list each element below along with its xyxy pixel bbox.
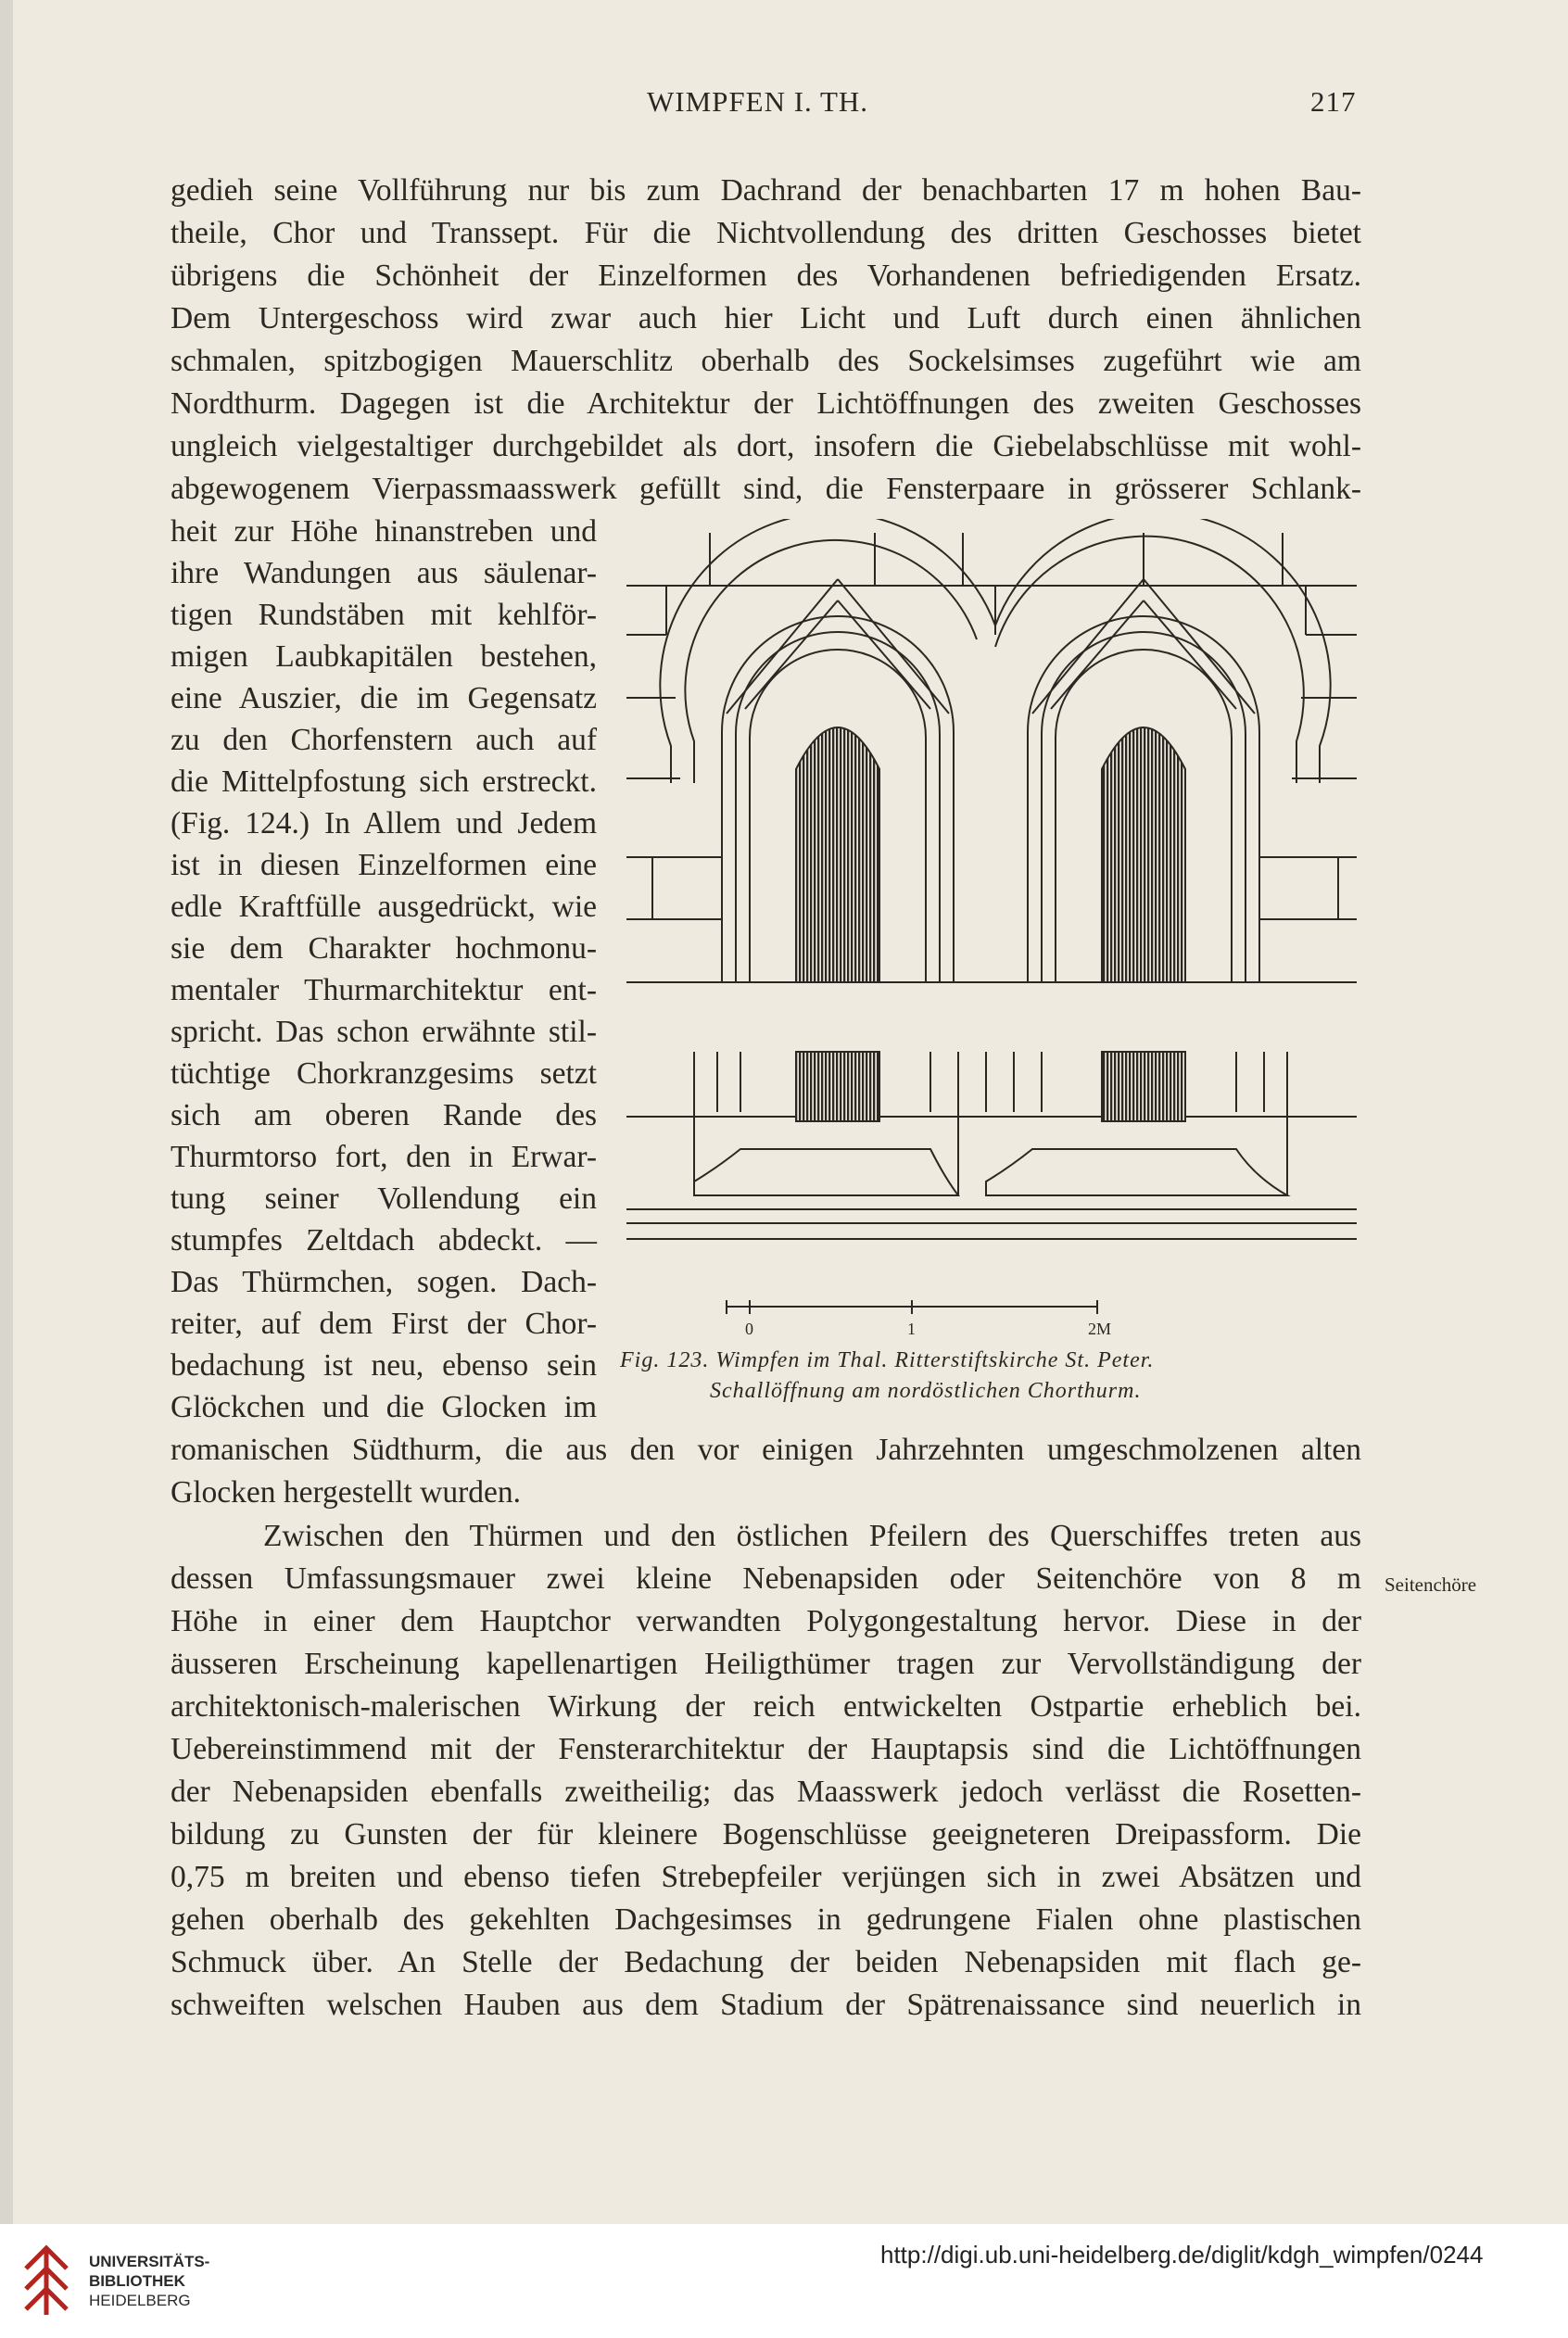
text-line: äusseren Erscheinung kapellenartigen Heiligthümer tragen zur Vervollständigung der: [171, 1647, 1361, 1681]
margin-note: Seitenchöre: [1385, 1573, 1477, 1596]
text-line: sich am oberen Rande des: [171, 1098, 597, 1132]
university-library-logo-icon: [19, 2241, 74, 2317]
text-line: bedachung ist neu, ebenso sein: [171, 1348, 597, 1383]
text-line: Dem Untergeschoss wird zwar auch hier Licht und Luft durch einen ähnlichen: [171, 301, 1361, 335]
text-line: die Mittelpfostung sich erstreckt.: [171, 765, 597, 799]
text-line: übrigens die Schönheit der Einzelformen des Vorhandenen befriedigenden Ersatz.: [171, 259, 1361, 293]
text-line: theile, Chor und Transsept. Für die Nichtvollendung des dritten Geschosses bietet: [171, 216, 1361, 250]
text-line: eine Auszier, die im Gegensatz: [171, 681, 597, 715]
text-line: zu den Chorfenstern auch auf: [171, 723, 597, 757]
text-line: architektonisch-malerischen Wirkung der reich entwickelten Ostpartie erheblich bei.: [171, 1689, 1361, 1724]
book-page: [13, 0, 1568, 2224]
text-line: Glöckchen und die Glocken im: [171, 1390, 597, 1424]
text-line: (Fig. 124.) In Allem und Jedem: [171, 806, 597, 840]
text-line: Thurmtorso fort, den in Erwar-: [171, 1140, 597, 1174]
scale-label: 2M: [1088, 1320, 1112, 1338]
text-line: mentaler Thurmarchitektur ent-: [171, 973, 597, 1007]
text-line: Uebereinstimmend mit der Fensterarchitektur der Hauptapsis sind die Lichtöffnungen: [171, 1732, 1361, 1766]
text-line: Nordthurm. Dagegen ist die Architektur der Lichtöffnungen des zweiten Geschosses: [171, 386, 1361, 421]
text-line: der Nebenapsiden ebenfalls zweitheilig; das Maasswerk jedoch verlässt die Rosetten-: [171, 1775, 1361, 1809]
text-line: tigen Rundstäben mit kehlför-: [171, 598, 597, 632]
running-title: WIMPFEN I. TH.: [647, 85, 869, 118]
logo-text-line: UNIVERSITÄTS-: [89, 2253, 210, 2270]
text-line: Schmuck über. An Stelle der Bedachung der beiden Nebenapsiden mit flach ge-: [171, 1945, 1361, 1979]
text-line: stumpfes Zeltdach abdeckt. —: [171, 1223, 597, 1257]
text-line: schweiften welschen Hauben aus dem Stadium der Spätrenaissance sind neuerlich in: [171, 1988, 1361, 2022]
figure-caption: Fig. 123. Wimpfen im Thal. Ritterstiftskirche St. Peter.: [620, 1348, 1155, 1372]
figure-caption: Schallöffnung am nordöstlichen Chorthurm.: [710, 1379, 1142, 1403]
page-number: 217: [1310, 85, 1357, 118]
text-line: 0,75 m breiten und ebenso tiefen Strebepfeiler verjüngen sich in zwei Absätzen und: [171, 1860, 1361, 1894]
text-line: tung seiner Vollendung ein: [171, 1182, 597, 1216]
scale-label: 1: [907, 1320, 916, 1338]
text-line: sie dem Charakter hochmonu-: [171, 931, 597, 966]
text-line: reiter, auf dem First der Chor-: [171, 1307, 597, 1341]
text-line: spricht. Das schon erwähnte stil-: [171, 1015, 597, 1049]
text-line: edle Kraftfülle ausgedrückt, wie: [171, 890, 597, 924]
text-line: ihre Wandungen aus säulenar-: [171, 556, 597, 590]
text-line: migen Laubkapitälen bestehen,: [171, 639, 597, 674]
text-line: bildung zu Gunsten der für kleinere Bogenschlüsse geeigneteren Dreipassform. Die: [171, 1817, 1361, 1851]
text-line: gedieh seine Vollführung nur bis zum Dachrand der benachbarten 17 m hohen Bau-: [171, 173, 1361, 208]
text-line: heit zur Höhe hinanstreben und: [171, 514, 597, 549]
text-line: dessen Umfassungsmauer zwei kleine Nebenapsiden oder Seitenchöre von 8 m: [171, 1561, 1361, 1596]
text-line: ist in diesen Einzelformen eine: [171, 848, 597, 882]
text-line: Das Thürmchen, sogen. Dach-: [171, 1265, 597, 1299]
logo-text-line: BIBLIOTHEK: [89, 2272, 185, 2290]
window-figure: [606, 519, 1366, 1353]
text-line: Höhe in einer dem Hauptchor verwandten Polygongestaltung hervor. Diese in der: [171, 1604, 1361, 1638]
text-line: tüchtige Chorkranzgesims setzt: [171, 1056, 597, 1091]
text-line: ungleich vielgestaltiger durchgebildet als dort, insofern die Giebelabschlüsse mit wohl-: [171, 429, 1361, 463]
source-url-link[interactable]: http://digi.ub.uni-heidelberg.de/diglit/kdgh_wimpfen/0244: [880, 2241, 1484, 2268]
scale-label: 0: [745, 1320, 753, 1338]
text-line: romanischen Südthurm, die aus den vor einigen Jahrzehnten umgeschmolzenen alten: [171, 1433, 1361, 1467]
text-line: Glocken hergestellt wurden.: [171, 1475, 522, 1510]
text-line: abgewogenem Vierpassmaasswerk gefüllt sind, die Fensterpaare in grösserer Schlank-: [171, 472, 1361, 506]
text-line: schmalen, spitzbogigen Mauerschlitz oberhalb des Sockelsimses zugeführt wie am: [171, 344, 1361, 378]
text-line: Zwischen den Thürmen und den östlichen Pfeilern des Querschiffes treten aus: [263, 1519, 1361, 1553]
logo-text-line: HEIDELBERG: [89, 2292, 191, 2309]
text-line: gehen oberhalb des gekehlten Dachgesimses in gedrungene Fialen ohne plastischen: [171, 1902, 1361, 1937]
library-footer: [0, 2224, 1568, 2338]
